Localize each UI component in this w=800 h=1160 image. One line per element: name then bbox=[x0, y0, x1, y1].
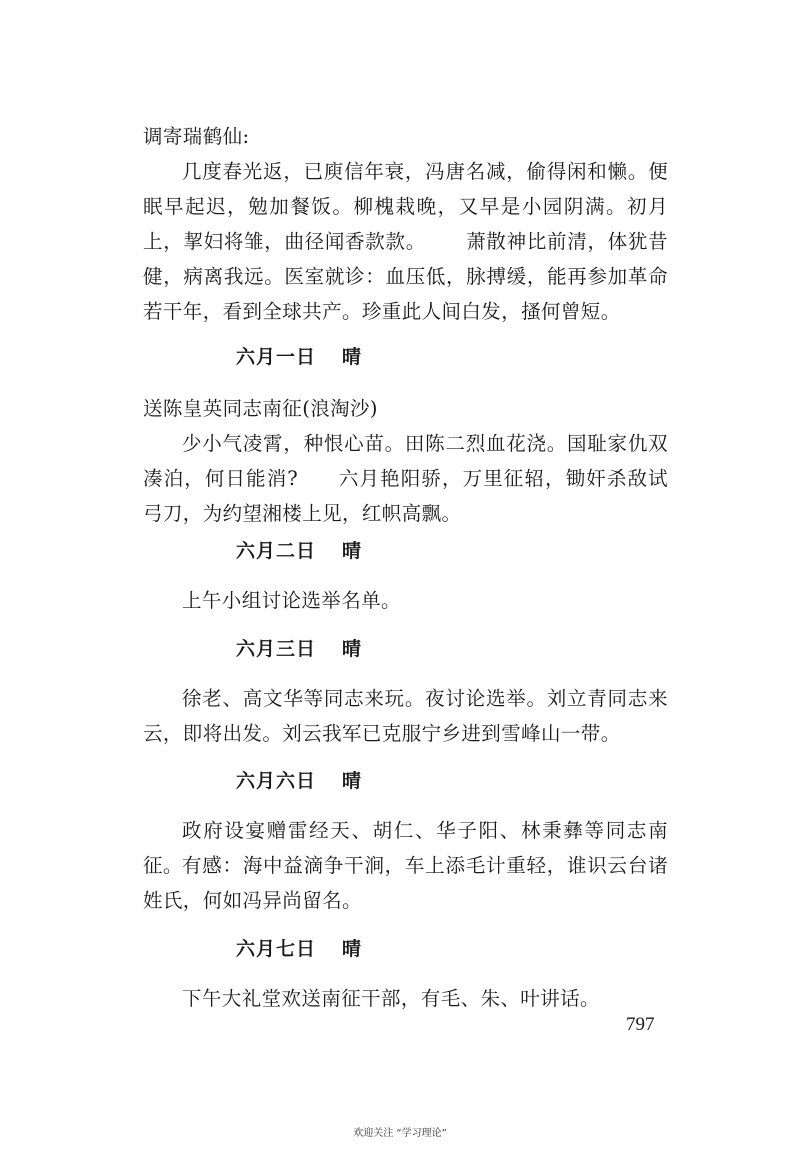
entry-june-3-text: 徐老、高文华等同志来玩。夜讨论选举。刘立青同志来云，即将出发。刘云我军已克服宁乡进到雪峰山一带。 bbox=[143, 687, 668, 745]
entry-june-2-text: 上午小组讨论选举名单。 bbox=[182, 589, 401, 612]
poem-stanza-2: 六月艳阳骄，万里征轺，锄奸杀敌试弓刀，为约望湘楼上见，红帜高飘。 bbox=[143, 467, 669, 525]
entry-date-june-3 bbox=[236, 637, 362, 661]
date-label: 六月七日 bbox=[236, 938, 317, 960]
date-label: 六月六日 bbox=[236, 770, 317, 792]
entry-june-7-text: 下午大礼堂欢送南征干部，有毛、朱、叶讲话。 bbox=[182, 987, 600, 1010]
entry-june-6-poem: 有感：海中益滴争干涧，车上添毛计重轻，谁识云台诸姓氏，何如冯异尚留名。 bbox=[143, 854, 668, 912]
entry-date-june-6 bbox=[236, 769, 362, 793]
weather-label: 晴 bbox=[342, 938, 363, 960]
entry-june-6-text: 政府设宴赠雷经天、胡仁、华子阳、林秉彝等同志南征。 bbox=[143, 819, 668, 877]
date-label: 六月二日 bbox=[236, 540, 317, 562]
date-label: 六月一日 bbox=[236, 346, 317, 368]
footer-watermark: 欢迎关注 “学习理论” bbox=[353, 1128, 447, 1139]
date-label: 六月三日 bbox=[236, 638, 317, 660]
entry-date-june-2 bbox=[236, 539, 362, 563]
poem-title: 调寄瑞鹤仙: bbox=[143, 125, 250, 148]
page-number: 797 bbox=[626, 1014, 655, 1035]
poem-stanza-2: 萧散神比前清，体犹昔健，病离我远。医室就诊：血压低，脉搏缓，能再参加革命若干年，看到全球共产。珍重此人间白发，搔何曾短。 bbox=[143, 230, 668, 323]
weather-label: 晴 bbox=[342, 540, 363, 562]
weather-label: 晴 bbox=[342, 770, 363, 792]
poem-body bbox=[143, 154, 668, 329]
poem-stanza-1: 少小气凌霄，种恨心苗。田陈二烈血花浇。国耻家仇双凑泊，何日能消? bbox=[143, 432, 668, 490]
weather-label: 晴 bbox=[342, 346, 363, 368]
weather-label: 晴 bbox=[342, 638, 363, 660]
entry-june-1-title: 送陈皇英同志南征(浪淘沙) bbox=[143, 397, 378, 420]
poem-stanza-1: 几度春光返，已庾信年衰，冯唐名减，偷得闲和懒。便眠早起迟，勉加餐饭。柳槐栽晚，又早是小园阴满。初月上，挈妇将雏，曲径闻香款款。 bbox=[143, 160, 668, 253]
entry-date-june-7 bbox=[236, 937, 362, 961]
entry-date-june-1 bbox=[236, 345, 362, 369]
entry-june-1-poem bbox=[143, 426, 668, 531]
